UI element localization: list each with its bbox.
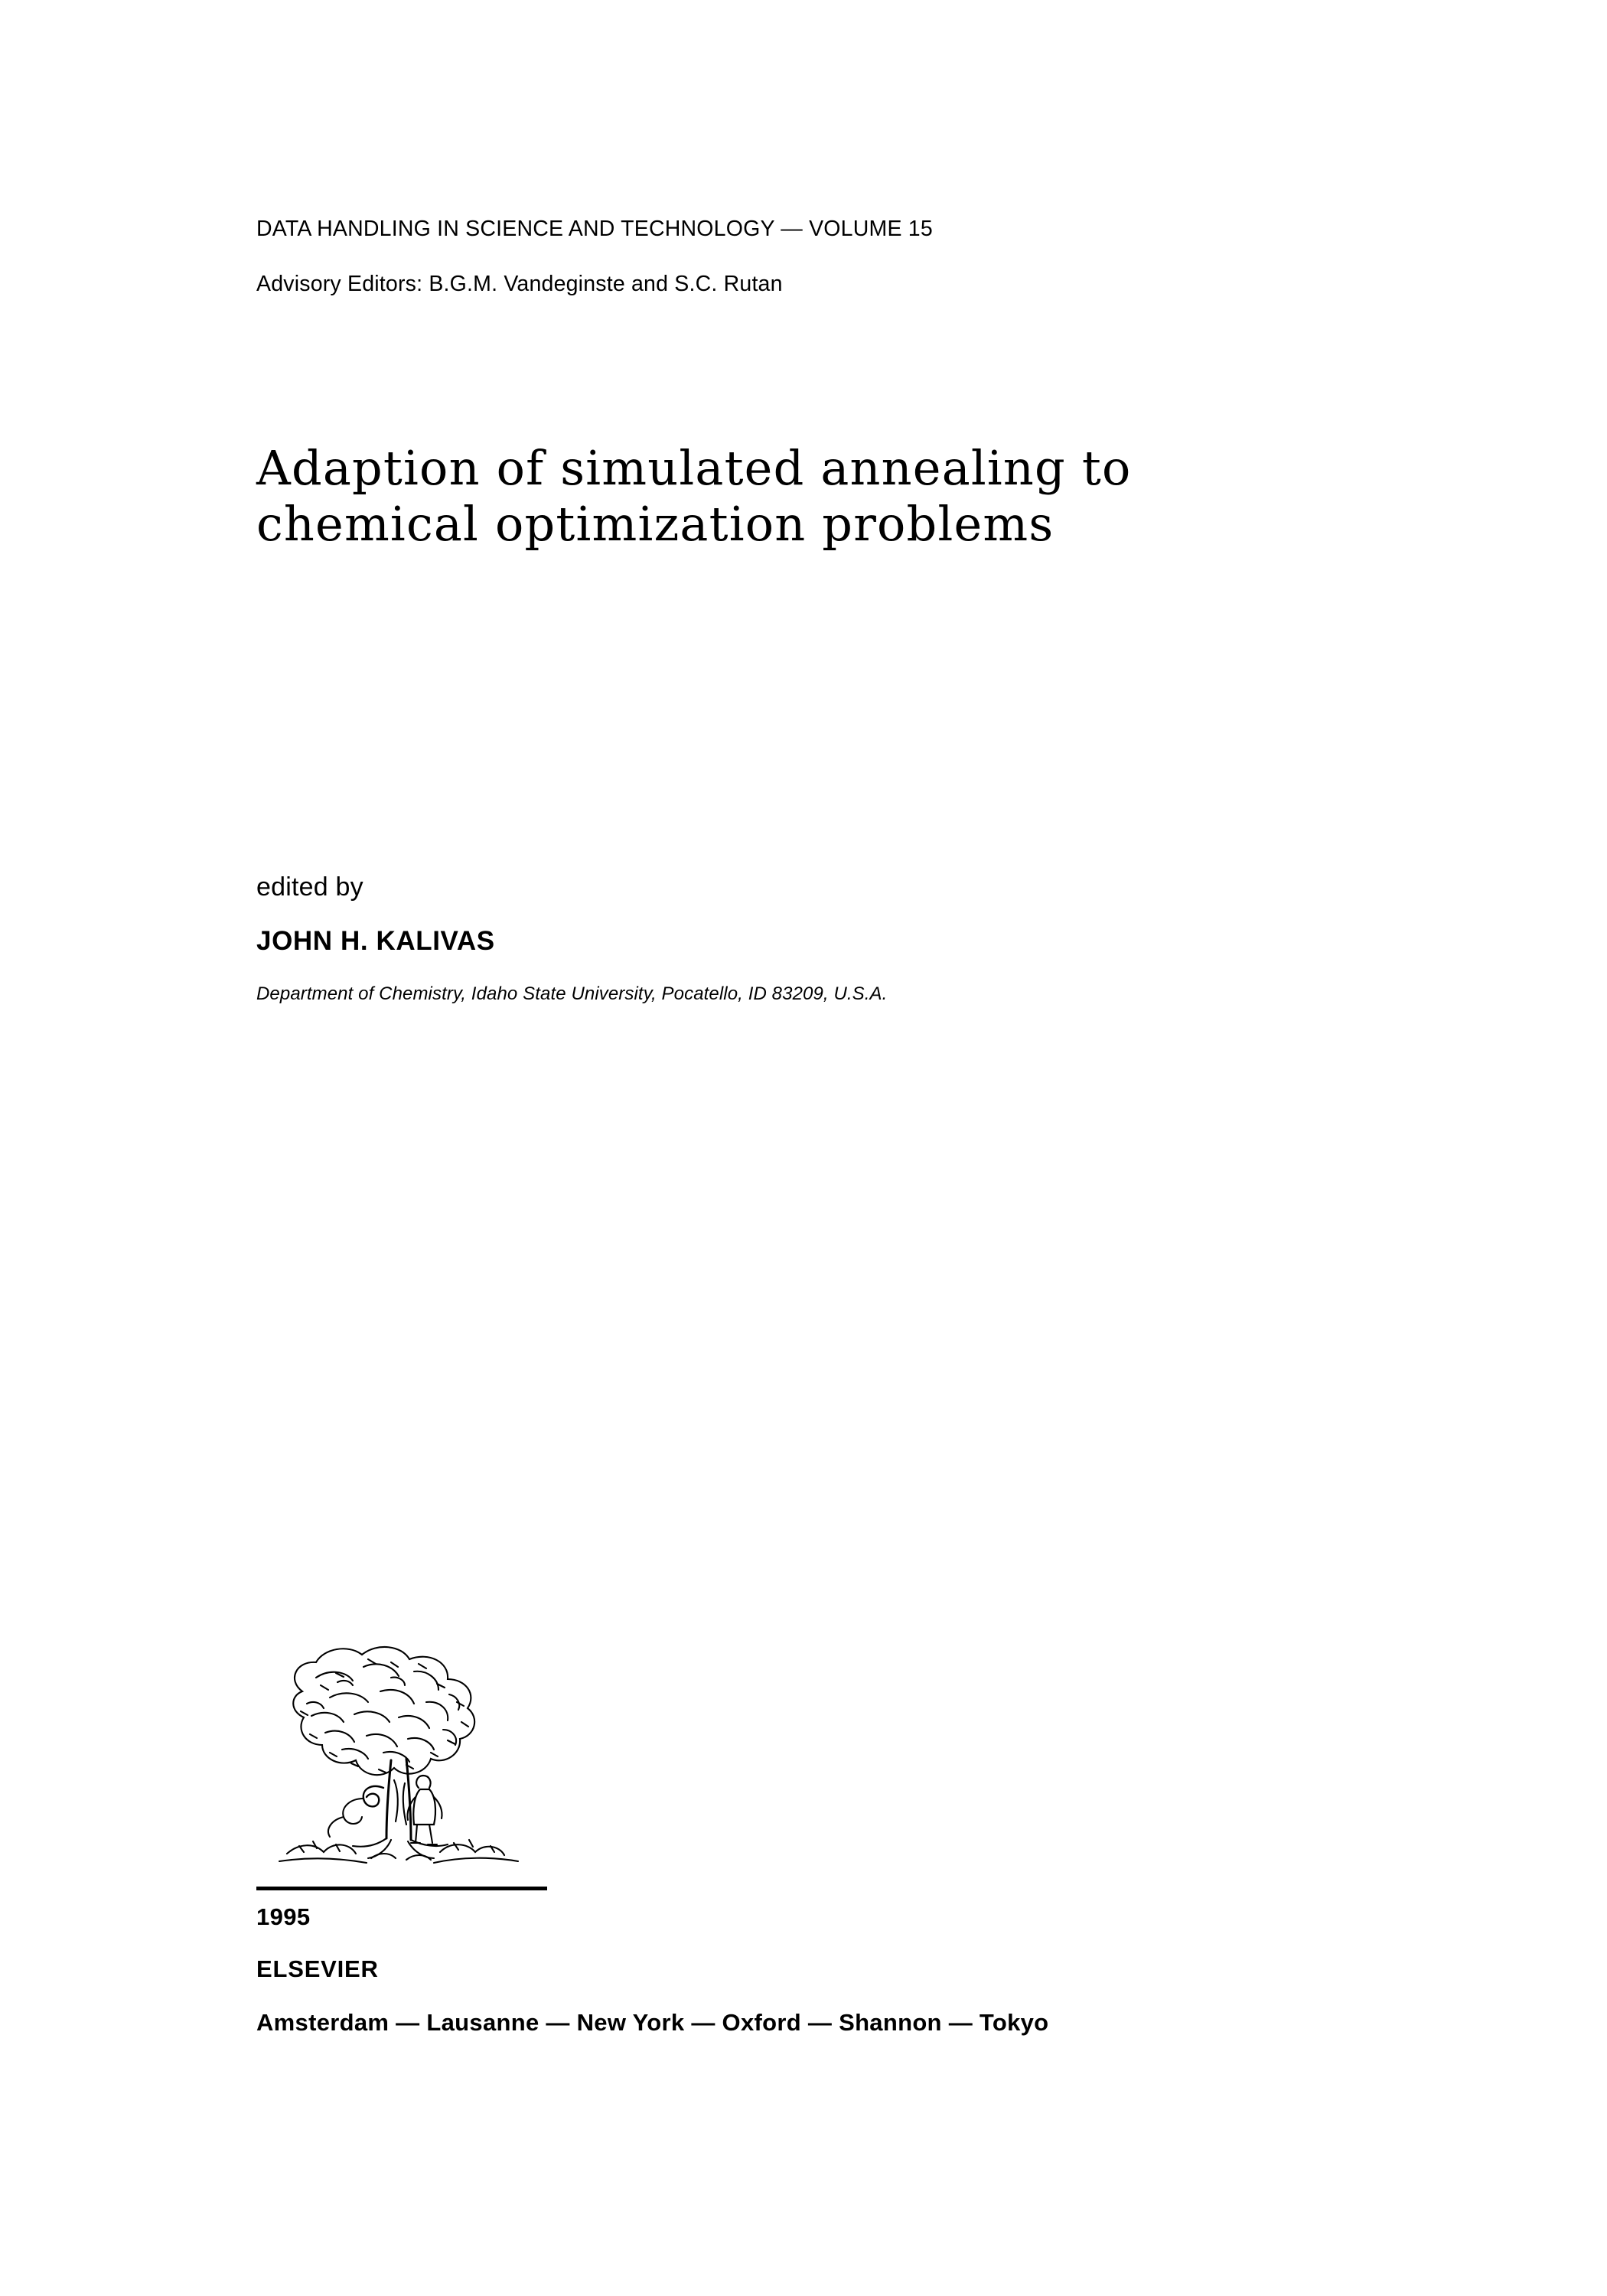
publisher-cities: Amsterdam — Lausanne — New York — Oxford — Shannon — Tokyo: [256, 2009, 1049, 2036]
elsevier-tree-logo-icon: [256, 1638, 547, 1890]
book-title-line-1: Adaption of simulated annealing to: [256, 440, 1132, 496]
series-volume-line: DATA HANDLING IN SCIENCE AND TECHNOLOGY — VOLUME 15: [256, 217, 933, 241]
publisher-name: ELSEVIER: [256, 1955, 379, 1982]
book-title-line-2: chemical optimization problems: [256, 496, 1054, 553]
advisory-editors-line: Advisory Editors: B.G.M. Vandeginste and S.C. Rutan: [256, 272, 783, 296]
edited-by-label: edited by: [256, 872, 363, 902]
title-page-content: [256, 0, 1404, 2296]
logo-divider-rule: [256, 1887, 547, 1890]
editor-name: JOHN H. KALIVAS: [256, 926, 495, 956]
book-title: [256, 440, 1389, 552]
publication-year: 1995: [256, 1903, 311, 1930]
editor-affiliation: Department of Chemistry, Idaho State University, Pocatello, ID 83209, U.S.A.: [256, 983, 888, 1004]
